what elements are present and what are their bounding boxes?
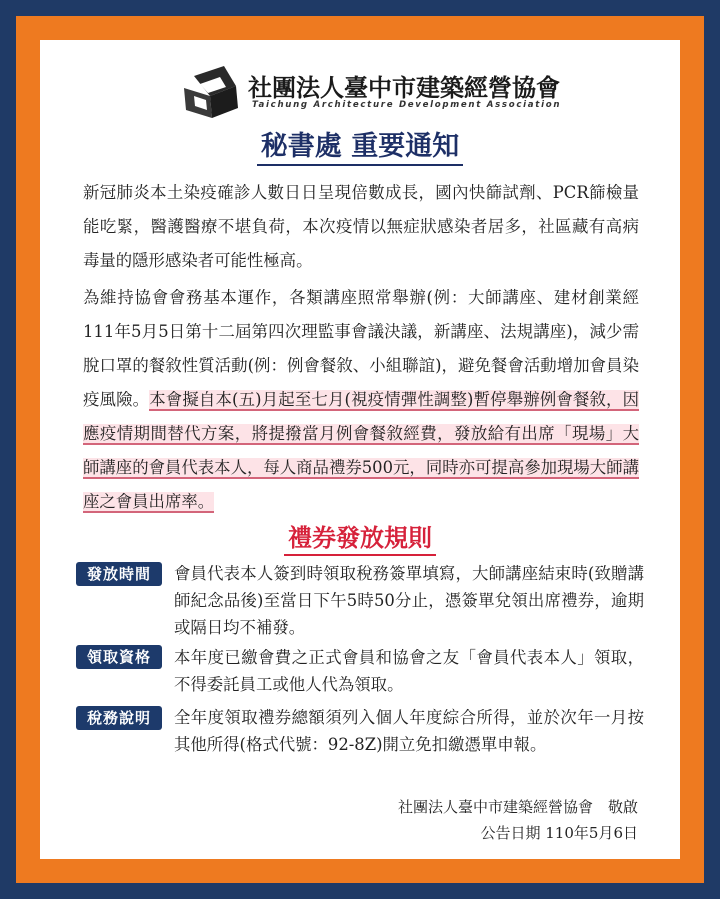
rules-title-text: 禮券發放規則 [284, 523, 436, 556]
org-name-english: Taichung Architecture Development Association [252, 100, 562, 110]
page-title [40, 124, 680, 163]
paragraph-measures-highlight: 本會擬自本(五)月起至七月(視疫情彈性調整)暫停舉辦例會餐敘，因應疫情期間替代方案，將提撥當月例會餐敘經費，發放給有出席「現場」大師講座的會員代表本人，每人商品禮券500元，同時亦可提高參加現場大師講座之會員出席率。 [83, 390, 640, 511]
rule-text-time: 會員代表本人簽到時領取稅務簽單填寫，大師講座結束時(致贈講師紀念品後)至當日下午5時50分止，憑簽單兌領出席禮券，逾期或隔日均不補發。 [174, 564, 644, 637]
paragraph-measures-plain: 為維持協會會務基本運作，各類講座照常舉辦(例：大師講座、建材創業經111年5月5日第十二屆第四次理監事會議決議，新講座、法規講座)，減少需脫口罩的餐敘性質活動(例：例會餐敘、小組聯誼)，避免餐會活動增加會員染疫風險。 [83, 288, 639, 409]
association-logo-icon [180, 62, 248, 122]
paragraph-outbreak: 新冠肺炎本土染疫確診人數日日呈現倍數成長，國內快篩試劑、PCR篩檢量能吃緊，醫護醫療不堪負荷，本次疫情以無症狀感染者居多，社區藏有高病毒量的隱形感染者可能性極高。 [83, 183, 639, 270]
page-title-text: 秘書處 重要通知 [257, 131, 463, 166]
paragraph-measures [83, 281, 639, 519]
rule-label-time: 發放時間 [76, 562, 162, 586]
footer-date: 公告日期 110年5月6日 [480, 824, 638, 842]
rules-title [40, 518, 680, 553]
footer-signature: 社團法人臺中市建築經營協會 敬啟 [397, 798, 638, 816]
rule-label-tax: 稅務說明 [76, 706, 162, 730]
rule-text-eligibility: 本年度已繳會費之正式會員和協會之友「會員代表本人」領取，不得委託員工或他人代為領取。 [174, 648, 644, 694]
org-name: 社團法人臺中市建築經營協會 [248, 74, 560, 102]
rule-label-eligibility: 領取資格 [76, 645, 162, 669]
footer-signature-block [398, 794, 638, 846]
notice-paper [40, 40, 680, 859]
rule-text-tax: 全年度領取禮券總額須列入個人年度綜合所得，並於次年一月按其他所得(格式代號：92-8Z)開立免扣繳憑單申報。 [174, 708, 644, 754]
header-logo-block [180, 62, 580, 132]
